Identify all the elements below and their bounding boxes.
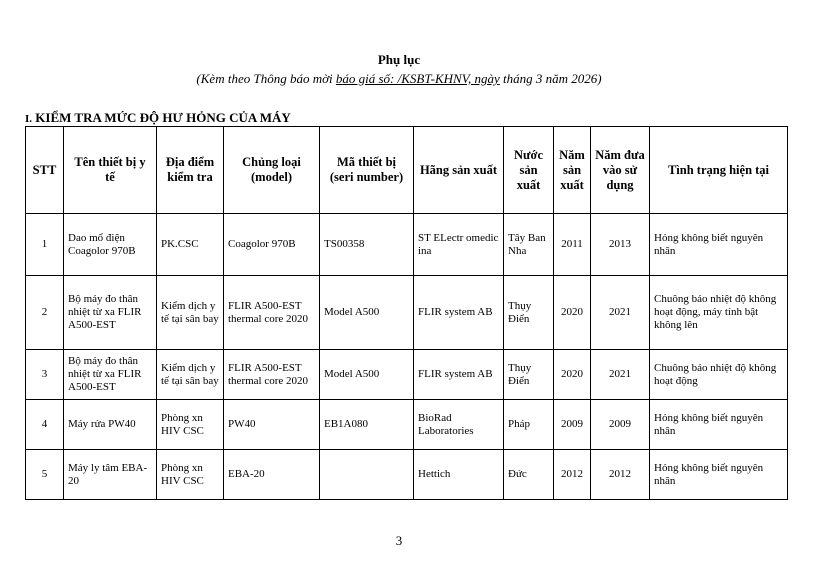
equipment-table	[25, 126, 788, 500]
cell-country: Thụy Điển	[504, 350, 554, 400]
page-number: 3	[395, 533, 403, 548]
cell-location: Phòng xn HIV CSC	[157, 450, 224, 500]
cell-location: PK.CSC	[157, 214, 224, 276]
cell-country: Tây Ban Nha	[504, 214, 554, 276]
cell-year-use: 2021	[591, 350, 650, 400]
cell-manufacturer: ST ELectr omedic ina	[414, 214, 504, 276]
cell-location: Kiểm dịch y tế tại sân bay	[157, 276, 224, 350]
cell-model: EBA-20	[224, 450, 320, 500]
cell-manufacturer: Hettich	[414, 450, 504, 500]
header-model: Chủng loại (model)	[224, 127, 320, 214]
cell-country: Đức	[504, 450, 554, 500]
cell-model: Coagolor 970B	[224, 214, 320, 276]
section-number: I.	[25, 113, 33, 125]
section-heading	[25, 110, 291, 126]
cell-stt: 5	[26, 450, 64, 500]
cell-year-made: 2012	[554, 450, 591, 500]
cell-manufacturer: FLIR system AB	[414, 350, 504, 400]
subtitle-suffix: tháng 3 năm 2026)	[499, 71, 602, 86]
cell-status: Hỏng không biết nguyên nhân	[650, 450, 788, 500]
cell-stt: 4	[26, 400, 64, 450]
cell-status: Chuông báo nhiệt độ không hoạt động, máy tính bật không lên	[650, 276, 788, 350]
header-name: Tên thiết bị y tế	[64, 127, 157, 214]
header-country: Nước sản xuất	[504, 127, 554, 214]
cell-year-use: 2013	[591, 214, 650, 276]
cell-year-made: 2011	[554, 214, 591, 276]
cell-manufacturer: BioRad Laboratories	[414, 400, 504, 450]
section-title: KIỂM TRA MỨC ĐỘ HƯ HỎNG CỦA MÁY	[35, 110, 291, 125]
cell-serial: EB1A080	[320, 400, 414, 450]
cell-year-made: 2020	[554, 350, 591, 400]
cell-stt: 3	[26, 350, 64, 400]
header-manufacturer: Hãng sản xuất	[414, 127, 504, 214]
table-header-row	[26, 127, 788, 214]
cell-manufacturer: FLIR system AB	[414, 276, 504, 350]
cell-year-use: 2012	[591, 450, 650, 500]
cell-model: FLIR A500-EST thermal core 2020	[224, 350, 320, 400]
cell-year-use: 2009	[591, 400, 650, 450]
cell-location: Kiểm dịch y tế tại sân bay	[157, 350, 224, 400]
cell-serial: TS00358	[320, 214, 414, 276]
cell-model: FLIR A500-EST thermal core 2020	[224, 276, 320, 350]
header-year-made: Năm sản xuất	[554, 127, 591, 214]
cell-serial: Model A500	[320, 276, 414, 350]
header-serial: Mã thiết bị (seri number)	[320, 127, 414, 214]
table-row	[26, 450, 788, 500]
cell-name: Máy rửa PW40	[64, 400, 157, 450]
table-row	[26, 214, 788, 276]
cell-year-use: 2021	[591, 276, 650, 350]
cell-name: Máy ly tâm EBA-20	[64, 450, 157, 500]
table-row	[26, 400, 788, 450]
cell-stt: 2	[26, 276, 64, 350]
subtitle-prefix: (Kèm theo Thông báo mời	[196, 71, 336, 86]
header-status: Tình trạng hiện tại	[650, 127, 788, 214]
cell-status: Hỏng không biết nguyên nhân	[650, 214, 788, 276]
cell-year-made: 2020	[554, 276, 591, 350]
cell-stt: 1	[26, 214, 64, 276]
cell-location: Phòng xn HIV CSC	[157, 400, 224, 450]
table-row	[26, 350, 788, 400]
cell-status: Chuông báo nhiệt độ không hoạt động	[650, 350, 788, 400]
header-location: Địa điểm kiểm tra	[157, 127, 224, 214]
cell-name: Dao mổ điện Coagolor 970B	[64, 214, 157, 276]
appendix-title: Phụ lục	[377, 52, 421, 67]
cell-country: Thụy Điển	[504, 276, 554, 350]
cell-serial: Model A500	[320, 350, 414, 400]
cell-year-made: 2009	[554, 400, 591, 450]
header-stt: STT	[26, 127, 64, 214]
cell-serial	[320, 450, 414, 500]
cell-status: Hỏng không biết nguyên nhân	[650, 400, 788, 450]
appendix-subtitle	[0, 71, 798, 87]
subtitle-reference: báo giá số: /KSBT-KHNV, ngày	[335, 71, 500, 86]
table-row	[26, 276, 788, 350]
cell-name: Bộ máy đo thân nhiệt từ xa FLIR A500-EST	[64, 276, 157, 350]
header-year-use: Năm đưa vào sử dụng	[591, 127, 650, 214]
cell-country: Pháp	[504, 400, 554, 450]
cell-model: PW40	[224, 400, 320, 450]
cell-name: Bộ máy đo thân nhiệt từ xa FLIR A500-EST	[64, 350, 157, 400]
